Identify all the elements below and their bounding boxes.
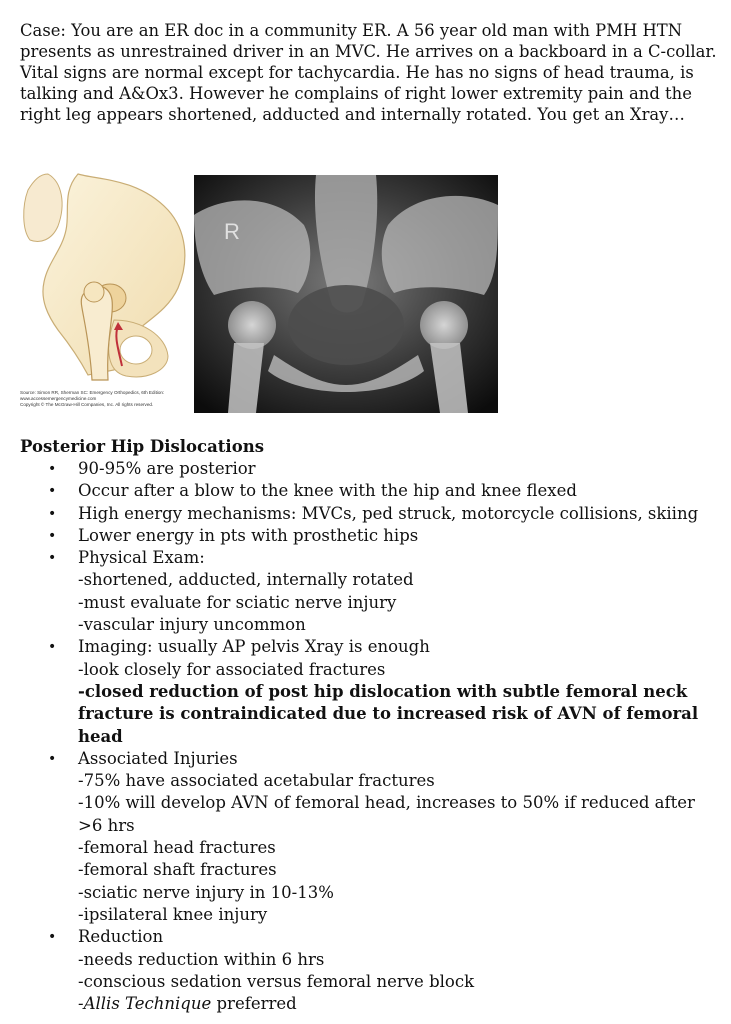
list-item: • Occur after a blow to the knee with the hip and knee flexed (0, 480, 718, 502)
bullet-glyph: • (48, 550, 57, 567)
sub-item: -vascular injury uncommon (78, 615, 306, 635)
list-item: • Imaging: usually AP pelvis Xray is enough -look closely for associated fractures -closed reduction of post hip dislocation with subtle femoral neck fracture is contraindicated due to increased risk of AVN of femoral head (0, 636, 718, 747)
pelvis-xray-image (194, 175, 498, 413)
list-item: • Associated Injuries -75% have associated acetabular fractures -10% will develop AVN of femoral head, increases to 50% if reduced after >6 hrs -femoral head fractures -femoral shaft fractures -sciatic nerve injury in 10-13% -ipsilateral knee injury (0, 748, 718, 926)
case-description: Case: You are an ER doc in a community ER. A 56 year old man with PMH HTN presents as unrestrained driver in an MVC. He arrives on a backboard in a C-collar. Vital signs are normal except for tachycardia. He has no signs of head trauma, is talking and A&Ox3. However he complains of right lower extremity pain and the right leg appears shortened, adducted and internally rotated. You get an Xray… (20, 21, 717, 124)
section-title: Posterior Hip Dislocations (20, 437, 264, 456)
hip-dislocation-illustration (18, 170, 196, 382)
bullet-glyph: • (48, 505, 57, 522)
sub-item: -conscious sedation versus femoral nerve block (78, 971, 475, 991)
sub-item: -femoral shaft fractures (78, 860, 277, 880)
list-item: • Lower energy in pts with prosthetic hips (0, 525, 718, 547)
sub-item: -75% have associated acetabular fractures (78, 771, 435, 791)
sub-item: -ipsilateral knee injury (78, 904, 268, 924)
list-item: • Reduction -needs reduction within 6 hrs -conscious sedation versus femoral nerve block -Allis Technique preferred (0, 926, 718, 1015)
bullet-glyph: • (48, 639, 57, 656)
sub-item: -shortened, adducted, internally rotated (78, 570, 414, 590)
list-item: • 90-95% are posterior (0, 458, 718, 480)
sub-item: -look closely for associated fractures (78, 659, 386, 679)
bullet-glyph: • (48, 527, 57, 544)
sub-item: -sciatic nerve injury in 10-13% (78, 882, 334, 902)
sub-item: -must evaluate for sciatic nerve injury (78, 592, 397, 612)
bullet-glyph: • (48, 483, 57, 500)
sub-item-bold: -closed reduction of post hip dislocation with subtle femoral neck fracture is contraindicated due to increased risk of AVN of femoral head (78, 681, 699, 746)
bullet-glyph: • (48, 461, 57, 477)
sub-item: -10% will develop AVN of femoral head, increases to 50% if reduced after >6 hrs (78, 793, 695, 835)
list-item: • Physical Exam: -shortened, adducted, internally rotated -must evaluate for sciatic nerve injury -vascular injury uncommon (0, 547, 718, 636)
bullet-glyph: • (48, 929, 57, 946)
list-item: • High energy mechanisms: MVCs, ped struck, motorcycle collisions, skiing (0, 503, 718, 525)
bullet-glyph: • (48, 750, 57, 767)
sub-item: -needs reduction within 6 hrs (78, 949, 325, 969)
bullet-list (0, 458, 731, 1015)
figure-source-credit: Source: Simon RR, Sherman SC: Emergency Orthopedics, 6th Edition: www.accessemergencymedicine.com Copyright © The McGraw-Hill Companies, Inc. All rights reserved. (20, 390, 165, 407)
sub-item: -femoral head fractures (78, 838, 276, 858)
xray-side-marker: R (224, 219, 240, 244)
sub-item: -Allis Technique preferred (78, 994, 297, 1014)
